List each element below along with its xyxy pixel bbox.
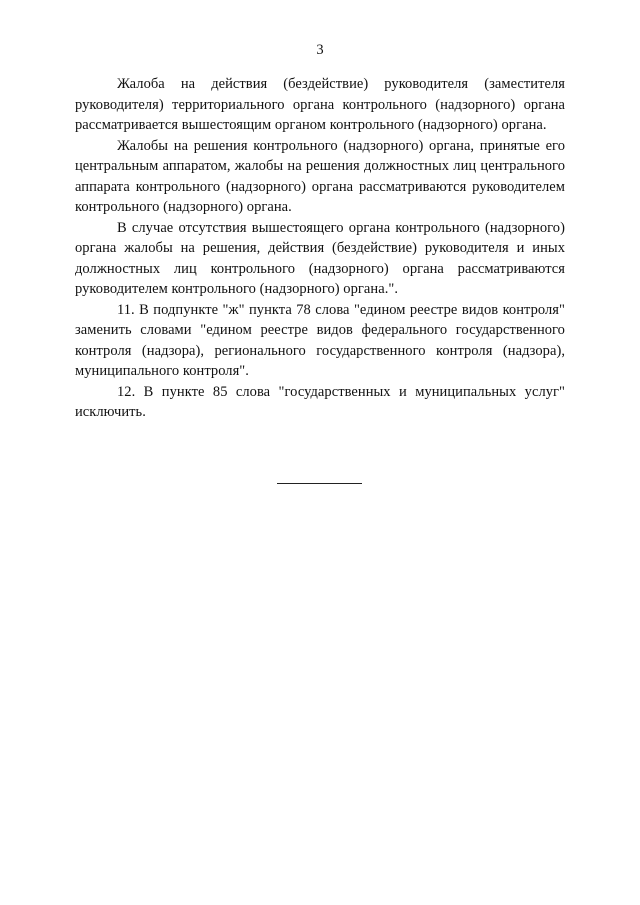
paragraph-item-12: 12. В пункте 85 слова "государственных и муниципальных услуг" исключить. xyxy=(75,383,565,420)
paragraph-complaint-central-apparatus: Жалобы на решения контрольного (надзорного) органа, принятые его центральным аппаратом, жалобы на решения должностных лиц центрального аппарата контрольного (надзорного) органа рассматриваются руководителем контрольного (надзорного) органа. xyxy=(75,137,565,215)
page-number: 3 xyxy=(316,42,324,58)
document-body xyxy=(75,74,565,423)
paragraph-no-higher-authority: В случае отсутствия вышестоящего органа контрольного (надзорного) органа жалобы на решения, действия (бездействие) руководителя и иных должностных лиц контрольного (надзорного) органа рассматриваются руководителем контрольного (надзорного) органа.". xyxy=(75,219,565,297)
end-of-document-rule xyxy=(277,483,362,484)
paragraph-item-11: 11. В подпункте "ж" пункта 78 слова "едином реестре видов контроля" заменить словами "едином реестре видов федерального государственного контроля (надзора), регионального государственного контроля (надзора), муниципального контроля". xyxy=(75,301,565,379)
paragraph-complaint-territorial-head: Жалоба на действия (бездействие) руководителя (заместителя руководителя) территориального органа контрольного (надзорного) органа рассматривается вышестоящим органом контрольного (надзорного) органа. xyxy=(75,76,565,133)
